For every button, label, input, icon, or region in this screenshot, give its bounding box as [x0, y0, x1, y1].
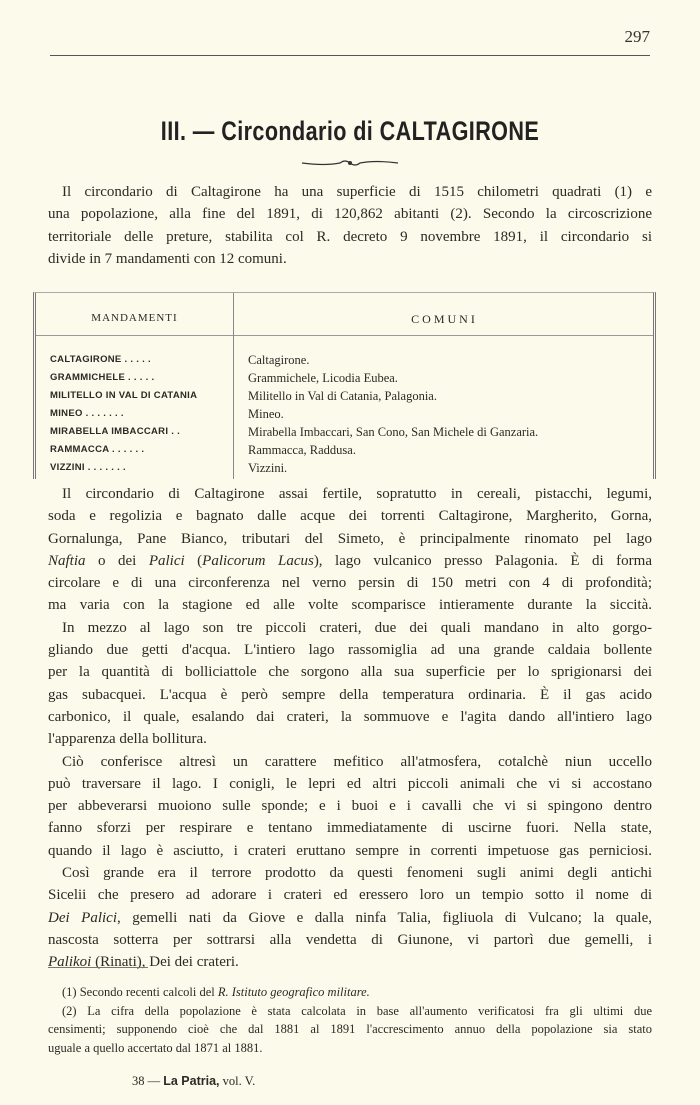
- text-line: [48, 550, 652, 572]
- italic-text: Palici: [148, 552, 185, 569]
- text-line: circolare e di una circonferenza nel verno persin di 150 metri con 4 di profondità;: [48, 575, 652, 592]
- body-text: [48, 483, 652, 974]
- text-line: Ciò conferisce altresì un carattere mefitico all'atmosfera, cotalchè niun uccello: [62, 753, 652, 770]
- footnote-2-cont: uguale a quello accertato dal 1871 al 1881.: [48, 1040, 263, 1055]
- printer-signature: [132, 1074, 255, 1089]
- italic-text: Naftia: [48, 552, 86, 569]
- table-row: [36, 405, 653, 423]
- text-line: carbonico, il quale, esalando dai crateri, la sommuove e l'agita dando all'intiero lago: [48, 708, 652, 725]
- text-line: quando il lago è asciutto, i crateri eruttano sempre in correnti impetuose gas perniciosi.: [48, 842, 652, 859]
- text-line: Il circondario di Caltagirone ha una superficie di 1515 chilometri quadrati (1) e: [62, 184, 652, 200]
- comuni-list: Mirabella Imbaccari, San Cono, San Michele di Ganzaria.: [248, 425, 539, 439]
- table-row: [36, 441, 653, 459]
- footnotes: [48, 983, 652, 1057]
- sheet-number: 38 —: [132, 1074, 164, 1088]
- text: ), lago vulcanico presso Palagonia. È di forma: [313, 552, 653, 569]
- text-line: [48, 951, 652, 973]
- text-line: Sicelii che presero ad adorare i crateri ed eressero loro un tempio sotto il nome di: [48, 887, 652, 904]
- footnote-1: [48, 983, 652, 1002]
- page-number: 297: [624, 27, 650, 46]
- italic-text: R. Istituto geografico militare.: [217, 985, 370, 999]
- italic-text: Palicorum Lacus: [202, 552, 314, 569]
- text-line: per abbeverarsi muoiono sulle sponde; e i buoi e i cavalli che vi si spingono dentro: [48, 798, 652, 815]
- footnote-2-cont: censimenti; supponendo cioè che dal 1881 al 1891 l'accrescimento annuo della popolazione sia stato: [48, 1022, 652, 1036]
- italic-text: Palikoi: [48, 954, 92, 971]
- table-header: [36, 293, 653, 336]
- text-line: una popolazione, alla fine del 1891, di 120,862 abitanti (2). Secondo la circoscrizione: [48, 206, 652, 223]
- text-line: Così grande era il terrore prodotto da questi fenomeni sugli animi degli antichi: [62, 865, 652, 882]
- comuni-list: Rammacca, Raddusa.: [248, 443, 356, 457]
- comuni-list: Caltagirone.: [248, 353, 310, 367]
- table-row: [36, 423, 653, 441]
- table-row: [36, 351, 653, 369]
- table-row: [36, 387, 653, 405]
- mandamento-name: VIZZINI . . . . . . .: [50, 462, 126, 473]
- column-header-comuni: COMUNI: [411, 312, 478, 326]
- text-line: Il circondario di Caltagirone assai fertile, sopratutto in cereali, pistacchi, legumi,: [62, 486, 652, 502]
- text-line: nascosta sotterra per sottrarsi alla vendetta di Giunone, vi partorì due gemelli, i: [48, 931, 652, 948]
- comuni-list: Militello in Val di Catania, Palagonia.: [248, 389, 437, 403]
- text: (1) Secondo recenti calcoli del: [62, 985, 218, 999]
- text-line: [48, 907, 652, 929]
- comuni-list: Mineo.: [248, 407, 284, 421]
- table-row: [36, 369, 653, 387]
- mandamento-name: CALTAGIRONE . . . . .: [50, 354, 151, 365]
- text-line: ma varia con la stagione ed alle volte scomparisce intieramente durante la siccità.: [48, 597, 652, 614]
- column-header-mandamenti: MANDAMENTI: [91, 312, 178, 324]
- work-title: La Patria,: [163, 1074, 220, 1088]
- mandamento-name: MILITELLO IN VAL DI CATANIA: [50, 390, 198, 401]
- intro-paragraph: [48, 181, 652, 270]
- footnote-rule: [48, 967, 148, 968]
- text-line: gliando due getti d'acqua. L'intiero lago rassomiglia ad una grande caldaia bollente: [48, 642, 652, 659]
- ornament-divider: [300, 158, 400, 168]
- italic-text: Dei Palici: [48, 909, 117, 926]
- mandamento-name: RAMMACCA . . . . . .: [50, 444, 145, 455]
- text-line: gas subacquei. L'acqua è però sempre della temperatura ordinaria. È il gas acido: [48, 686, 652, 703]
- text: o dei: [85, 552, 149, 569]
- text: (: [184, 552, 203, 569]
- mandamento-name: MIRABELLA IMBACCARI . .: [50, 426, 181, 437]
- mandamenti-table: [33, 292, 656, 479]
- text-line: l'apparenza della bollitura.: [48, 731, 207, 748]
- text-line: territoriale delle preture, stabilita col R. decreto 9 novembre 1891, il circondario si: [48, 228, 652, 245]
- volume: vol. V.: [219, 1074, 256, 1088]
- chapter-title: III. — Circondario di CALTAGIRONE: [160, 116, 540, 146]
- comuni-list: Grammichele, Licodia Eubea.: [248, 371, 398, 385]
- text-line: divide in 7 mandamenti con 12 comuni.: [48, 250, 287, 267]
- text-line: In mezzo al lago son tre piccoli crateri, due dei quali mandano in alto gorgo-: [62, 619, 652, 636]
- text-line: soda e regolizia e bagnato dalle acque dei torrenti Caltagirone, Margherito, Gorna,: [48, 508, 652, 525]
- text: , gemelli nati da Giove e dalla ninfa Talia, figliuola di Vulcano; la quale,: [117, 909, 652, 926]
- text-line: può traversare il lago. I conigli, le lepri ed altri piccoli animali che vi si accostano: [48, 775, 652, 792]
- text-line: Gornalunga, Pane Bianco, tributari del Simeto, è principalmente rinomato pel lago: [48, 530, 652, 547]
- table-row: [36, 459, 653, 477]
- footnote-2: (2) La cifra della popolazione è stata calcolata in base all'aumento verificatosi fra gli ultimi due: [62, 1003, 652, 1018]
- mandamento-name: GRAMMICHELE . . . . .: [50, 372, 155, 383]
- text-line: fanno sforzi per respirare e tentano immediatamente di uscirne fuori. Nella state,: [48, 820, 652, 837]
- header-rule: [50, 55, 650, 56]
- mandamento-name: MINEO . . . . . . .: [50, 408, 124, 419]
- text: (Rinati), Dei dei crateri.: [91, 954, 239, 971]
- comuni-list: Vizzini.: [248, 461, 288, 475]
- text-line: per la quantità di bolliciattole che sorgono alla sua superficie per lo sprigionarsi dei: [48, 664, 652, 681]
